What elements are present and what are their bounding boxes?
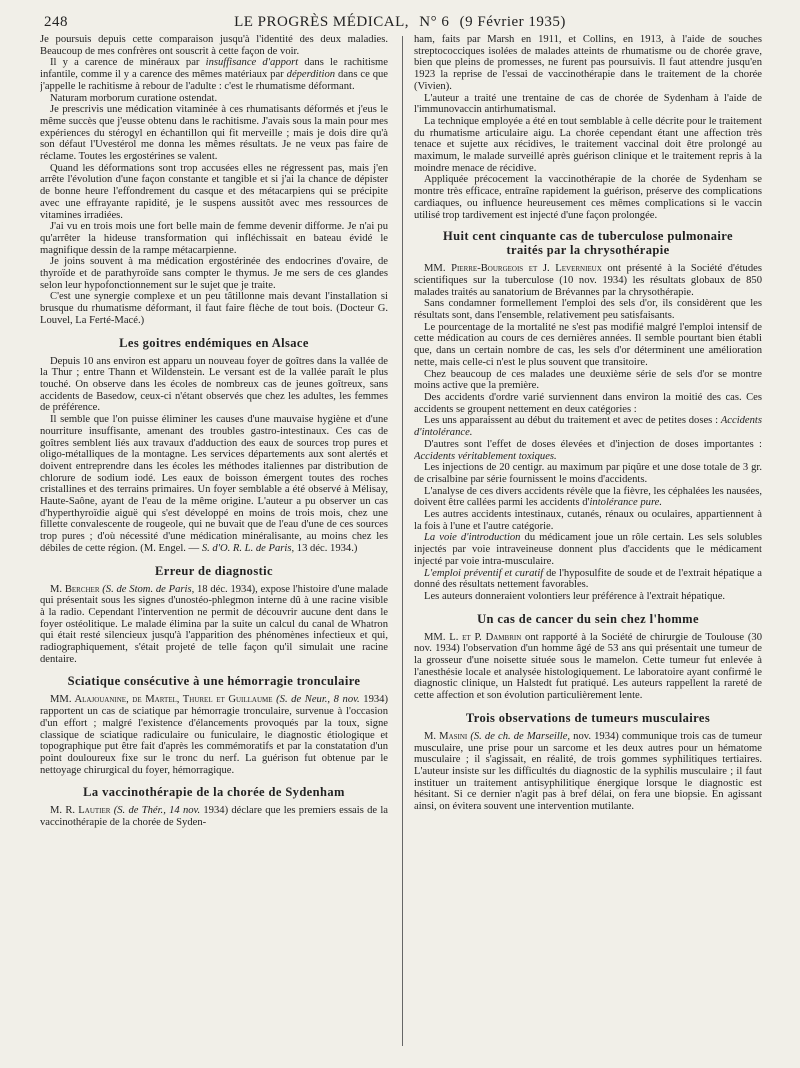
section-heading-vaccinotherapie: La vaccinothérapie de la chorée de Sydenham xyxy=(83,785,345,800)
author-name: MM. Pierre-Bourgeois et J. Levernieux xyxy=(424,263,602,275)
section-heading-cancer-sein: Un cas de cancer du sein chez l'homme xyxy=(477,611,699,626)
paragraph: Appliquée précocement la vaccinothérapie de la chorée de Sydenham se montre très efficace, entraîne rapidement la guérison, préserve des complications cardiaques, ou influence heureusement ces mêmes complications si le vaccin utilisé trop tardivement est injecté d'une façon prolongée. xyxy=(414,174,762,221)
right-column xyxy=(414,34,762,1054)
paragraph: Des accidents d'ordre varié surviennent dans environ la moitié des cas. Ces accidents se groupent nettement en deux catégories : xyxy=(414,391,762,415)
paragraph: La voie d'introduction du médicament joue un rôle certain. Les sels solubles injectés par voie intraveineuse donnent plus d'accidents que le médicament injecté par voie intra-musculaire. xyxy=(414,532,762,567)
author-name: M. R. Lautier xyxy=(50,805,111,817)
paragraph: La technique employée a été en tout semblable à celle décrite pour le traitement du rhumatisme articulaire aigu. La chorée cependant étant une affection très tenace et sujette aux récidives, le traitement vaccinal doit être prolongé au maximum, le malade surveillé après guérison clinique et le traitement repris à la moindre menace de récidive. xyxy=(414,115,762,174)
paragraph: Chez beaucoup de ces malades une deuxième série de sels d'or se montre moins active que la première. xyxy=(414,368,762,392)
left-column xyxy=(40,34,388,1054)
section-heading-tumeurs: Trois observations de tumeurs musculaires xyxy=(465,710,711,725)
author-name: M. Masini xyxy=(424,730,468,742)
paragraph: Je prescrivis une médication vitaminée à ces rhumatisants déformés et j'eus le même succès que j'eusse obtenu dans le rachitisme. J'avais sous la main pour mes expériences du stérogyl en échantillon qui fit merveille ; mais je dois dire qu'à son défaut l'Uvestérol me donna les mêmes résultats. Je ne veux pas faire de réclame. Toutes les ergostérines se valent. xyxy=(40,104,388,163)
paragraph: Naturam morborum curatione ostendat. xyxy=(50,92,218,104)
paragraph: Sans condamner formellement l'emploi des sels d'or, ils considèrent que les résultats sont, dans l'ensemble, relativement peu satisfaisants. xyxy=(414,298,762,322)
journal-title-line xyxy=(34,14,766,31)
journal-name: LE PROGRÈS MÉDICAL, xyxy=(234,14,410,30)
paragraph: Quand les déformations sont trop accusées elles ne régressent pas, mais j'en arrête l'évolution d'une façon constante et tangible et si j'ai la chance de dépister de bonne heure l'effondrement du casque et des métacarpiens qui se précipite avec une effrayante rapidité, je le suspens aussitôt avec mes ressources de vitamines irradiées. xyxy=(40,162,388,221)
paragraph: ham, faits par Marsh en 1911, et Collins, en 1913, à l'aide de souches streptococciques isolées de malades atteints de rhumatisme ou de chorée grave, bien que pleins de promesses, ne furent pas poursuivis. Il faut attendre jusqu'en 1923 la reprise de l'essai de vaccinothérapie dans le traitement de la chorée (Vivien). xyxy=(414,34,762,92)
section-heading-erreur: Erreur de diagnostic xyxy=(155,563,273,578)
paragraph: J'ai vu en trois mois une fort belle main de femme devenir difforme. Je n'ai pu qu'arrêter la hideuse transformation qui infléchissait en bateau évidé le magnifique dessin de la rampe métacarpienne. xyxy=(40,221,388,256)
paragraph: Les injections de 20 centigr. au maximum par piqûre et une dose totale de 3 gr. de crisalbine par série fournissent le moins d'accidents. xyxy=(414,462,762,485)
paragraph: Je poursuis depuis cette comparaison jusqu'à l'identité des deux maladies. Beaucoup de mes confrères ont souscrit à cette façon de voir. xyxy=(40,34,388,57)
author-name: M. Bercher xyxy=(50,583,100,595)
paragraph: L'auteur a traité une trentaine de cas de chorée de Sydenham à l'aide de l'immunovaccin antirhumatismal. xyxy=(414,92,762,116)
paragraph: Les auteurs donneraient volontiers leur préférence à l'extrait hépatique. xyxy=(424,590,726,602)
column-divider xyxy=(402,36,403,1046)
section-heading-tuberculose: Huit cent cinquante cas de tuberculose pulmonaire traités par la chrysothérapie xyxy=(443,229,733,258)
paragraph: M. Masini (S. de ch. de Marseille, nov. 1934) communique trois cas de tumeur musculaire, une prise pour un sarcome et les deux autres pour un hématome musculaire ; il s'agissait, en réalité, de trois gommes syphilitiques tertiaires. L'auteur insiste sur les difficultés du diagnostic de la syphilis musculaire ; il faut instituer un traitement antisyphilitique énergique lorsque le diagnostic est hésitant. Si ce dernier n'agit pas à bref délai, on fera une biopsie. En agissant ainsi, on évitera souvent une intervention mutilante. xyxy=(414,730,762,813)
paragraph: MM. L. et P. Dambrin ont rapporté à la Société de chirurgie de Toulouse (30 nov. 1934) l'observation d'un homme âgé de 53 ans qui présentait une tumeur de la grosseur d'une noisette située sous le mamelon. Cette tumeur fut enlevée à l'anesthésie locale et analysée histologiquement. Le laboratoire ayant confirmé le diagnostic clinique, un Halstedt fut pratiqué. Les auteurs rappellent la rareté de cette affection et son évolution particulièrement lente. xyxy=(414,631,762,702)
issue-number: N° 6 xyxy=(419,14,450,30)
paragraph: Il y a carence de minéraux par insuffisance d'apport dans le rachitisme infantile, comme il y a carence des mêmes matériaux par déperdition dans ce que j'appelle le rachitisme à rebour de l'adulte : c'est le rhumatisme déformant. xyxy=(40,57,388,92)
paragraph: D'autres sont l'effet de doses élevées et d'injection de doses importantes : Accidents véritablement toxiques. xyxy=(414,438,762,462)
paragraph: MM. Pierre-Bourgeois et J. Levernieux ont présenté à la Société d'études scientifiques sur la tuberculose (10 nov. 1934) les résultats globaux de 850 malades traités au sanatorium de Brévannes par la chrysothérapie. xyxy=(414,263,762,298)
section-heading-sciatique: Sciatique consécutive à une hémorragie tronculaire xyxy=(67,674,361,689)
paragraph: M. R. Lautier (S. de Thér., 14 nov. 1934) déclare que les premiers essais de la vaccinothérapie de la chorée de Syden- xyxy=(40,805,388,829)
paragraph: L'emploi préventif et curatif de l'hyposulfite de soude et de l'extrait hépatique a donné des résultats nettement favorables. xyxy=(414,567,762,591)
page-number: 248 xyxy=(44,14,68,30)
paragraph: L'analyse de ces divers accidents révèle que la fièvre, les céphalées les nausées, doivent être callées parmi les accidents d'intolérance pure. xyxy=(414,485,762,509)
paragraph: MM. Alajouanine, de Martel, Thurel et Guillaume (S. de Neur., 8 nov. 1934) rapportent un cas de sciatique par hémorragie tronculaire, survenue à l'occasion d'un effort ; malgré l'existence d'élancements provoqués par la toux, signe classique de sciatique radiculaire ou funiculaire, le diagnostic étiologique et topographique put être fait d'après les commémoratifs et par la constatation d'un point douloureux fixe sur le tronc du nerf. La guérison fut obtenue par le nettoyage chirurgical du foyer, hémorragique. xyxy=(40,694,388,776)
paragraph: M. Bercher (S. de Stom. de Paris, 18 déc. 1934), expose l'histoire d'une malade qui présentait sous les signes d'unostéo-phlegmon interne dû à une racine visible à la radio. Cependant l'intervention ne permit de découvrir aucune dent dans le foyer ostéolitique. Le malade élimina par la suite un calcul du canal de Whatron qui était resté silencieux jusqu'à l'apparition des phénomènes infectieux et qui, radiographiquement, s'était projeté de telle façon qu'il simulait une racine dentaire. xyxy=(40,583,388,665)
paragraph: Le pourcentage de la mortalité ne s'est pas modifié malgré l'emploi intensif de cette médication au cours de ces dernières années. Il semble pourtant bien établi que, dans un certain nombre de cas, les sels d'or déterminent une amélioration nette, mais celle-ci n'est le plus souvent que transitoire. xyxy=(414,321,762,368)
paragraph: Depuis 10 ans environ est apparu un nouveau foyer de goîtres dans la vallée de la Thur ; entre Thann et Wildenstein. Le versant est de la vallée paraît le plus touché. On observe dans les écoles de nombreux cas de jeunes goîtreux, sans accidents de Basedow, ceux-ci n'étant observés que chez les adultes, les femmes de préférence. xyxy=(40,355,388,414)
author-name: MM. L. et P. Dambrin xyxy=(424,631,522,643)
section-heading-goitres: Les goitres endémiques en Alsace xyxy=(119,335,309,350)
paragraph: Il semble que l'on puisse éliminer les causes d'une mauvaise hygiène et d'une nourriture insuffisante, amenant des troubles gastro-intestinaux. Ces cas de goîtres semblent liés aux travaux d'adduction des eaux de sources trop pures et oligo-métalliques de la montagne. Les services départements aux sont alertés et doivent entreprendre dans les écoles les méthodes italiennes par distribution de chlorure de sodium iodé. Les eaux de boisson émergent toutes des roches cristallines et des terrains primaires. Un foyer semblable a été observé à Mélisay, Haute-Saône, ayant de l'eau de la même origine. L'auteur a pu observer un cas d'hyperthyroïdie aiguë qui s'est développé en moins de trois mois, chez une fillette convalescente de rougeole, qui ne buvait que de l'eau d'une de ces sources trop pures ; d'où nécessité d'une médication minéralisante, au moins chez les débiles de cette région. (M. Engel. — S. d'O. R. L. de Paris, 13 déc. 1934.) xyxy=(40,414,388,554)
paragraph: Les uns apparaissent au début du traitement et avec de petites doses : Accidents d'intolérance. xyxy=(414,415,762,439)
paragraph: C'est une synergie complexe et un peu tâtillonne mais devant l'installation si brusque du rhumatisme déformant, il faut faire flèche de tout bois. (Docteur G. Louvel, La Ferté-Macé.) xyxy=(40,291,388,326)
issue-date: (9 Février 1935) xyxy=(459,14,566,30)
running-header xyxy=(34,10,766,34)
paragraph: Je joins souvent à ma médication ergostérinée des endocrines d'ovaire, de thyroïde et de parathyroïde sans compter le thymus. Je me sers de ces glandes selon leur hypofonctionnement sur le sujet que je traite. xyxy=(40,256,388,291)
paragraph: Les autres accidents intestinaux, cutanés, rénaux ou oculaires, appartiennent à la fois à l'une et l'autre catégorie. xyxy=(414,509,762,532)
author-name: MM. Alajouanine, de Martel, Thurel et Guillaume xyxy=(50,694,273,706)
